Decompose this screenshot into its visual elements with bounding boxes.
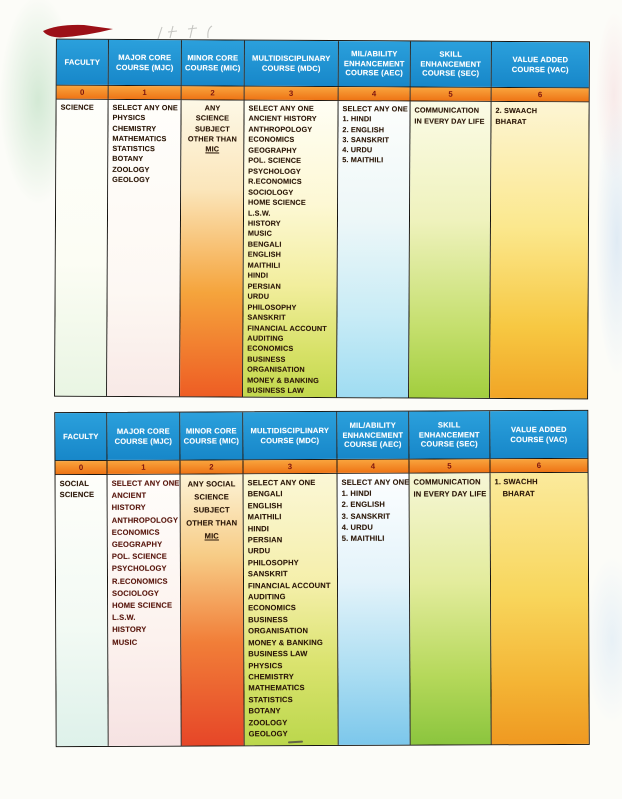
column-number-mdc: 3 [243,460,337,473]
column-number-vac: 6 [490,459,587,472]
aec-item: 4. URDU [342,145,373,155]
mdc-item: AUDITING [247,333,284,343]
mdc-item: MONEY & BANKING [247,375,319,385]
mdc-item: FINANCIAL ACCOUNT [247,580,331,590]
mdc-item: ORGANISATION [248,626,309,636]
mjc-item: POL. SCIENCE [111,551,167,562]
mjc-item: HOME SCIENCE [112,600,173,610]
aec-item: 3. SANSKRIT [341,511,391,521]
column-header-label: MULTIDISCIPLINARY COURSE (MDC) [252,53,331,73]
mdc-item: URDU [247,291,270,301]
mjc-item: ECONOMICS [111,527,160,537]
mdc-item: ECONOMICS [248,134,295,145]
mic-item: MIC [205,144,220,154]
mjc-item: GEOLOGY [112,174,150,185]
column-header-label: MAJOR CORE COURSE (MJC) [115,53,174,72]
faculty-item: SCIENCE [60,102,94,112]
column-header-vac [490,411,587,458]
column-header-label: MIL/ABILITY ENHANCEMENT COURSE (AEC) [342,421,404,450]
mdc-item: GEOGRAPHY [248,145,297,155]
aec-item: 5. MAITHILI [341,533,385,543]
mic-item: OTHER THAN [186,518,238,528]
mdc-item: PHILOSOPHY [247,302,297,312]
header-row [55,411,587,461]
aec-item: 2. ENGLISH [342,124,385,134]
column-number-mic: 2 [180,460,243,473]
column-header-label: MINOR CORE COURSE (MIC) [183,426,240,446]
mdc-item: SANSKRIT [247,312,286,322]
table-body-row [55,100,589,399]
vac-cell [490,102,589,399]
column-header-aec [337,412,409,459]
column-header-faculty [57,40,109,85]
mic-cell [180,474,244,745]
mdc-item: STATISTICS [248,694,293,705]
course-table-social-science [54,410,589,747]
column-number-mic: 2 [182,86,245,99]
mjc-item: SOCIOLOGY [112,588,160,598]
mjc-item: GEOGRAPHY [111,539,163,549]
column-number-mjc: 1 [109,86,182,99]
mjc-item: MUSIC [112,637,138,647]
mdc-item: POL. SCIENCE [248,155,302,166]
aec-item: 4. URDU [341,522,373,532]
column-number-faculty: 0 [57,86,109,99]
aec-item: 2. ENGLISH [341,500,386,510]
mdc-item: ECONOMICS [247,344,294,354]
mdc-cell [243,474,338,745]
mjc-item: HISTORY [112,625,147,635]
mdc-item: ENGLISH [247,249,282,260]
mjc-cell [107,100,182,396]
sec-cell [409,473,491,744]
mdc-item: PSYCHOLOGY [248,166,301,176]
sec-item: COMMUNICATION [414,105,480,115]
mic-item: SUBJECT [193,505,230,515]
vac-item: BHARAT [502,488,535,498]
column-header-label: MINOR CORE COURSE (MIC) [185,53,241,73]
mdc-item: SANSKRIT [247,569,288,579]
mdc-item: R.ECONOMICS [248,176,302,187]
mdc-item: PHYSICS [248,660,283,670]
mjc-item: ANCIENT [111,490,147,501]
mdc-item: URDU [247,546,271,556]
column-header-sec [409,411,490,458]
mdc-item: PERSIAN [247,281,281,291]
mjc-item: MATHEMATICS [112,133,167,144]
column-header-faculty [55,413,107,460]
column-number-aec: 4 [337,460,409,473]
mdc-item: PHILOSOPHY [247,557,299,568]
mdc-item: PERSIAN [247,535,283,545]
column-number-mdc: 3 [245,87,339,100]
column-header-label: FACULTY [64,57,101,67]
column-header-label: MAJOR CORE COURSE (MJC) [114,426,173,446]
column-header-mjc [109,40,182,85]
mic-item: SUBJECT [194,123,230,134]
faculty-item: SOCIAL [59,479,90,489]
column-number-mjc: 1 [107,461,180,474]
column-header-label: MIL/ABILITY ENHANCEMENT COURSE (AEC) [343,49,405,78]
column-header-mdc [243,412,337,459]
column-number-aec: 4 [339,87,411,100]
mic-item: SCIENCE [194,492,229,502]
mjc-item: ANTHROPOLOGY [111,515,179,525]
column-number-faculty: 0 [55,461,107,474]
course-table-science [54,39,590,400]
faculty-item: SCIENCE [59,490,95,500]
column-header-aec [339,41,411,86]
aec-item: 1. HINDI [341,488,372,499]
mdc-item: BENGALI [247,489,283,499]
column-header-mdc [245,41,339,86]
header-row [57,40,589,89]
faculty-cell [55,100,109,396]
column-number-sec: 5 [409,459,490,472]
column-header-label: SKILL ENHANCEMENT COURSE (SEC) [418,420,480,449]
column-number-sec: 5 [411,87,492,100]
mdc-cell [243,101,339,397]
mdc-item: ANCIENT HISTORY [248,114,317,124]
mdc-item: BUSINESS [247,354,286,364]
column-header-label: VALUE ADDED COURSE (VAC) [510,425,568,444]
mdc-item: MAITHILI [247,260,281,270]
mdc-item: ZOOLOGY [248,717,288,727]
mdc-item: HINDI [247,270,269,280]
column-header-mic [180,412,243,459]
mdc-item: L.S.W. [247,208,271,218]
mjc-item: R.ECONOMICS [111,576,168,586]
mdc-item: ANTHROPOLOGY [248,124,313,134]
mdc-item: BUSINESS LAW [247,385,305,396]
mjc-item: BOTANY [112,154,144,164]
mic-item: ANY SOCIAL [187,479,236,489]
column-header-sec [411,41,492,86]
mdc-item: CHEMISTRY [248,672,294,682]
aec-item: SELECT ANY ONE [342,104,408,114]
column-header-vac [492,42,589,88]
aec-cell [337,101,411,397]
column-header-label: MULTIDISCIPLINARY COURSE (MDC) [250,426,330,445]
mic-item: MIC [204,531,219,541]
mdc-item: MONEY & BANKING [248,637,323,648]
mjc-item: CHEMISTRY [112,123,157,133]
aec-item: 5. MAITHILI [342,155,384,165]
mjc-item: HISTORY [111,503,146,513]
column-header-label: SKILL ENHANCEMENT COURSE (SEC) [420,50,482,79]
mdc-item: BOTANY [248,706,281,716]
column-header-label: FACULTY [63,431,99,441]
mdc-item: BUSINESS LAW [248,649,308,659]
column-header-mjc [107,413,180,460]
mdc-item: HISTORY [247,218,281,228]
aec-item: 1. HINDI [342,114,372,124]
mdc-item: MAITHILI [247,512,282,522]
vac-item: 2. SWAACH [495,105,538,116]
mjc-item: PSYCHOLOGY [111,564,167,574]
faculty-cell [56,475,109,746]
mdc-item: FINANCIAL ACCOUNT [247,323,327,333]
mjc-item: SELECT ANY ONE [111,478,180,488]
mdc-item: SELECT ANY ONE [248,103,314,113]
aec-item: SELECT ANY ONE [341,477,410,487]
sec-item: IN EVERY DAY LIFE [413,488,487,499]
sec-item: COMMUNICATION [413,477,481,487]
aec-cell [337,474,410,745]
mdc-item: SELECT ANY ONE [247,478,316,488]
mdc-item: BUSINESS [248,615,288,625]
vac-cell [490,473,588,744]
mdc-item: HINDI [247,523,270,533]
mic-item: ANY [204,103,221,113]
mdc-item: ECONOMICS [248,603,297,613]
pencil-scribble [158,25,212,39]
mjc-item: L.S.W. [112,613,136,623]
mdc-item: ENGLISH [247,500,283,511]
vac-item: 1. SWACHH [494,477,538,487]
mdc-item: BENGALI [247,239,282,249]
mjc-item: SELECT ANY ONE [112,102,178,113]
mic-cell [180,100,245,396]
column-header-label: VALUE ADDED COURSE (VAC) [511,55,569,74]
mdc-item: MATHEMATICS [248,683,305,693]
mic-item: SCIENCE [195,113,230,123]
column-header-mic [182,40,245,85]
mdc-item: HOME SCIENCE [248,197,306,207]
mjc-item: STATISTICS [112,144,156,154]
mdc-item: AUDITING [247,592,286,602]
sec-item: IN EVERY DAY LIFE [414,116,485,126]
mjc-item: ZOOLOGY [112,164,150,174]
mdc-item: MUSIC [247,229,273,239]
mjc-item: PHYSICS [112,113,146,123]
mjc-cell [108,475,182,746]
aec-item: 3. SANSKRIT [342,134,390,145]
mdc-item: GEOLOGY [248,729,288,739]
red-marker-swoosh [43,25,113,38]
mic-item: OTHER THAN [187,134,237,144]
vac-item: BHARAT [495,116,527,127]
mdc-item: ORGANISATION [247,364,305,375]
sec-cell [409,101,492,397]
column-number-vac: 6 [492,88,589,102]
mdc-item: SOCIOLOGY [248,187,294,197]
table-body-row [56,473,589,746]
